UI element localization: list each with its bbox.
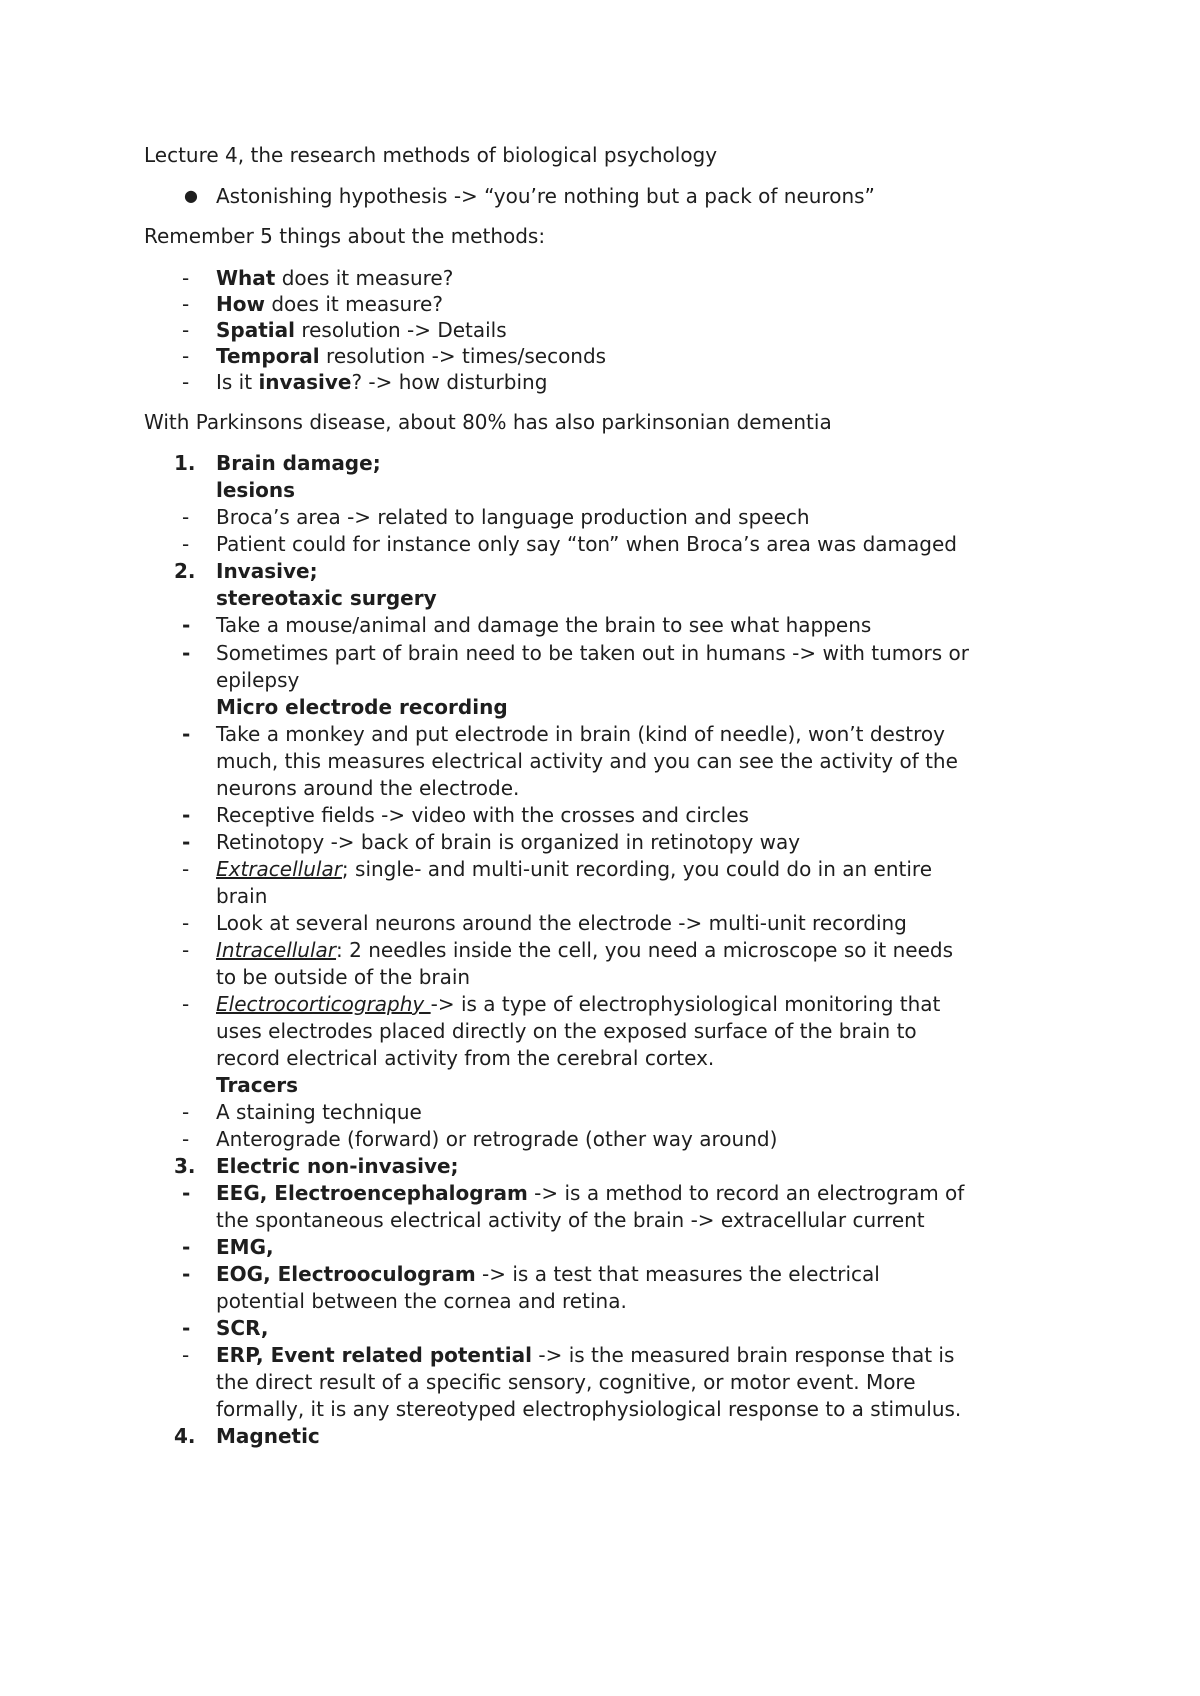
paragraph: Remember 5 things about the methods: — [144, 224, 546, 248]
list-item-continuation: brain — [216, 884, 268, 908]
document-title: Lecture 4, the research methods of biological psychology — [144, 143, 718, 167]
list-item-continuation: formally, it is any stereotyped electrophysiological response to a stimulus. — [216, 1397, 962, 1421]
list-item-continuation: the direct result of a specific sensory, cognitive, or motor event. More — [216, 1370, 916, 1394]
list-item-continuation: uses electrodes placed directly on the exposed surface of the brain to — [216, 1019, 917, 1043]
list-item-continuation: the spontaneous electrical activity of the brain -> extracellular current — [216, 1208, 925, 1232]
paragraph: With Parkinsons disease, about 80% has also parkinsonian dementia — [144, 410, 832, 434]
subheading: stereotaxic surgery — [216, 586, 437, 610]
bullet-icon: ● — [184, 186, 198, 205]
list-item-continuation: much, this measures electrical activity and you can see the activity of the — [216, 749, 958, 773]
subheading: lesions — [216, 478, 296, 502]
subheading: Micro electrode recording — [216, 695, 508, 719]
list-item-continuation: potential between the cornea and retina. — [216, 1289, 627, 1313]
list-item-continuation: epilepsy — [216, 668, 300, 692]
list-item-continuation: neurons around the electrode. — [216, 776, 520, 800]
document-page: Lecture 4, the research methods of biological psychology ● Astonishing hypothesis -> “you’re nothing but a pack of neurons” Remember 5 things about the methods: - What does it measure? - How does it measure? - Spatial resolution -> Details - Temporal resolution -> times/seconds - Is it invasive? -> how disturbing With Parkinsons disease, about 80% has also parkinsonian dementia 1. Brain damage; lesions - Broca’s area -> related to language production and speech - Patient could for instance only say “ton” when Broca’s area was damaged 2. Invasive; stereotaxic surgery - Take a mouse/animal and damage the brain to see what happens - Sometimes part of brain need to be taken out in humans -> with tumors or epilepsy Micro electrode recording - Take a monkey and put electrode in brain (kind of needle), won’t destroy much, this measures electrical activity and you can see the activity of the neurons around the electrode. - Receptive fields -> video with the crosses and circles - Retinotopy -> back of brain is organized in retinotopy way - Extracellular; single- and multi-unit recording, you could do in an entire brain - Look at several neurons around the electrode -> multi-unit recording - Intracellular: 2 needles inside the cell, you need a microscope so it needs to be outside of the brain - Electrocorticography -> is a type of electrophysiological monitoring that uses electrodes placed directly on the exposed surface of the brain to record electrical activity from the cerebral cortex. Tracers - A staining technique - Anterograde (forward) or retrograde (other way around) 3. Electric non-invasive; - EEG, Electroencephalogram -> is a method to record an electrogram of the spontaneous electrical activity of the brain -> extracellular current - EMG, - EOG, Electrooculogram -> is a test that measures the electrical potential between the cornea and retina. - SCR, - ERP, Event related potential -> is the measured brain response that is the direct result of a specific sensory, cognitive, or motor event. More formally, it is any stereotyped electrophysiological response to a stimulus. 4. Magnetic — [144, 143, 969, 1448]
list-item-continuation: record electrical activity from the cerebral cortex. — [216, 1046, 715, 1070]
bullet-text: Astonishing hypothesis -> “you’re nothing but a pack of neurons” — [216, 184, 875, 208]
list-item-continuation: to be outside of the brain — [216, 965, 471, 989]
subheading: Tracers — [216, 1073, 298, 1097]
